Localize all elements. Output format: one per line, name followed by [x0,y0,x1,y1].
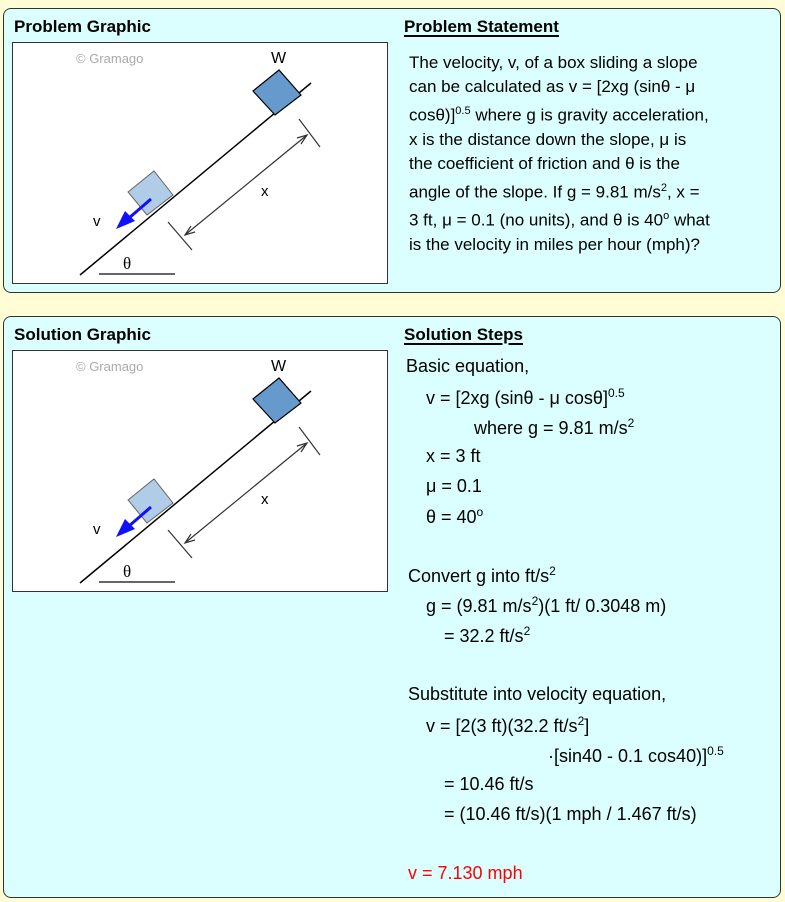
step-text: x = 3 ft [426,446,481,466]
step-text: = (10.46 ft/s)(1 mph / 1.467 ft/s) [444,804,697,824]
step-where [474,416,634,439]
step-g-eq [426,594,666,617]
step-sup: 2 [523,624,531,638]
step-v-res1 [444,774,534,795]
stmt-text: , x = [666,182,700,202]
stmt-sup: 2 [660,181,667,194]
stmt-text: what [669,210,710,230]
solution-graphic-title: Solution Graphic [14,325,151,344]
solution-graphic [12,350,388,592]
step-sup: o [476,505,484,519]
stmt-text: is the velocity in miles per hour (mph)? [409,234,701,254]
step-g-res [444,624,530,647]
copyright-text: © Gramago [76,359,144,374]
step-sup: 2 [531,594,539,608]
x-label: x [261,491,269,508]
theta-label: θ [123,254,132,273]
final-answer [408,863,523,884]
step-text: ] [584,716,590,736]
stmt-sup: 0.5 [455,105,471,117]
step-sup: 2 [577,714,585,728]
step-sup: 0.5 [707,744,724,758]
w-label: W [271,50,287,67]
answer-text: v = 7.130 mph [408,863,523,883]
solution-steps-title: Solution Steps [404,325,523,344]
stmt-text: where g is gravity acceleration, [470,105,709,125]
step-text: g = (9.81 m/s [426,596,532,616]
x-label: x [261,183,269,200]
step-text: μ = 0.1 [426,476,482,496]
stmt-text: The velocity, v, of a box sliding a slope [409,53,698,72]
stmt-text: the coefficient of friction and θ is the [409,153,680,173]
incline-diagram [13,351,389,593]
step-x [426,446,481,467]
step-subst [408,684,666,705]
stmt-sup: o [663,210,670,223]
step-v-eq1 [426,714,589,737]
problem-graphic-title: Problem Graphic [14,17,151,36]
step-mu [426,476,482,497]
problem-statement-title: Problem Statement [404,17,559,36]
problem-panel [3,8,781,293]
problem-statement [409,51,779,257]
stmt-text: angle of the slope. If g = 9.81 m/s [409,182,661,202]
stmt-text: x is the distance down the slope, μ is [409,129,687,149]
stmt-text: 3 ft, μ = 0.1 (no units), and θ is 40 [409,210,664,230]
step-v-res2 [444,804,697,825]
v-label: v [93,213,101,230]
theta-label: θ [123,562,132,581]
step-eq-main [426,386,625,409]
slope-surface [83,394,313,581]
solution-panel [3,316,781,898]
step-convert [408,564,556,587]
step-sup: 2 [627,416,635,430]
step-text: Convert g into ft/s [408,566,550,586]
incline-diagram [13,43,389,285]
step-text: )(1 ft/ 0.3048 m) [538,596,667,616]
step-sup: 0.5 [607,386,625,400]
stmt-text: cosθ)] [409,105,456,125]
step-basic [406,356,529,377]
step-text: v = [2(3 ft)(32.2 ft/s [426,716,578,736]
step-sup: 2 [549,564,556,578]
v-label: v [93,521,101,538]
step-text: where g = 9.81 m/s [474,418,628,438]
stmt-text: can be calculated as v = [2xg (sinθ - μ [409,77,696,96]
step-text: Basic equation, [406,356,530,376]
w-label: W [271,358,287,375]
step-text: Substitute into velocity equation, [408,684,667,704]
slope-surface [83,86,313,273]
step-text: = 32.2 ft/s [444,626,524,646]
step-v-eq2 [548,744,724,767]
step-text: v = [2xg (sinθ - μ cosθ] [426,388,608,408]
step-text: θ = 40 [426,507,477,527]
copyright-text: © Gramago [76,51,144,66]
step-text: ·[sin40 - 0.1 cos40)] [548,746,708,766]
step-text: = 10.46 ft/s [444,774,534,794]
problem-graphic [12,42,388,284]
step-theta [426,505,483,528]
